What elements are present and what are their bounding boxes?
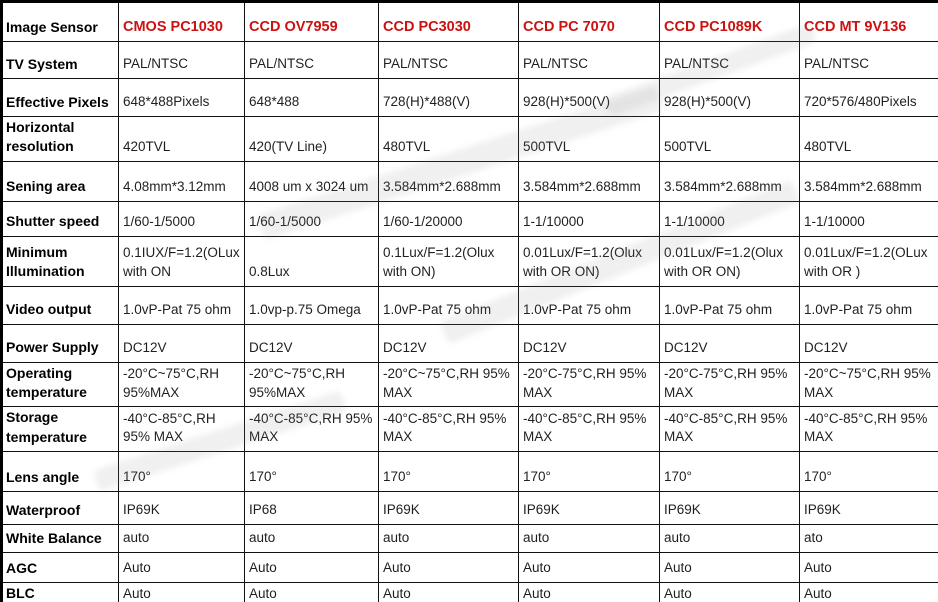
row-label: Horizontal resolution	[2, 117, 119, 162]
spec-cell: DC12V	[379, 324, 519, 362]
spec-cell: -40°C-85°C,RH 95% MAX	[800, 407, 938, 452]
spec-cell: 648*488Pixels	[119, 79, 245, 117]
row-label: Lens angle	[2, 451, 119, 491]
row-label: Sening area	[2, 161, 119, 201]
spec-cell: IP69K	[119, 491, 245, 524]
spec-cell: PAL/NTSC	[379, 42, 519, 79]
table-row	[2, 42, 938, 79]
row-label: Storage temperature	[2, 407, 119, 452]
spec-cell: IP69K	[660, 491, 800, 524]
spec-cell: 170°	[119, 451, 245, 491]
spec-cell: Auto	[245, 582, 379, 602]
spec-cell: PAL/NTSC	[660, 42, 800, 79]
spec-cell: 170°	[519, 451, 660, 491]
spec-cell: Auto	[379, 582, 519, 602]
spec-cell: 3.584mm*2.688mm	[519, 161, 660, 201]
spec-cell: Auto	[800, 582, 938, 602]
spec-cell: 1.0vP-Pat 75 ohm	[660, 286, 800, 324]
spec-cell: auto	[119, 524, 245, 552]
spec-cell: IP69K	[379, 491, 519, 524]
spec-cell: 4008 um x 3024 um	[245, 161, 379, 201]
spec-cell: 1.0vP-Pat 75 ohm	[379, 286, 519, 324]
table-row	[2, 362, 938, 407]
table-row	[2, 582, 938, 602]
spec-cell: Auto	[519, 582, 660, 602]
spec-cell: 480TVL	[379, 117, 519, 162]
spec-cell: auto	[245, 524, 379, 552]
spec-cell: 1.0vP-Pat 75 ohm	[800, 286, 938, 324]
spec-cell: 170°	[800, 451, 938, 491]
table-row	[2, 451, 938, 491]
table-row	[2, 236, 938, 286]
spec-cell: PAL/NTSC	[119, 42, 245, 79]
spec-cell: 500TVL	[660, 117, 800, 162]
spec-cell: 1-1/10000	[660, 201, 800, 236]
spec-cell: 1/60-1/5000	[119, 201, 245, 236]
table-row	[2, 117, 938, 162]
spec-cell: -40°C-85°C,RH 95% MAX	[519, 407, 660, 452]
spec-cell: DC12V	[245, 324, 379, 362]
spec-cell: auto	[660, 524, 800, 552]
row-label: Shutter speed	[2, 201, 119, 236]
spec-cell: 648*488	[245, 79, 379, 117]
spec-cell: PAL/NTSC	[245, 42, 379, 79]
spec-cell: -20°C-75°C,RH 95% MAX	[519, 362, 660, 407]
table-row	[2, 491, 938, 524]
spec-cell: DC12V	[660, 324, 800, 362]
spec-cell: 170°	[245, 451, 379, 491]
row-label: Video output	[2, 286, 119, 324]
spec-cell: Auto	[119, 582, 245, 602]
model-name-cell: CCD PC1089K	[660, 2, 800, 42]
spec-cell: 420(TV Line)	[245, 117, 379, 162]
spec-cell: Auto	[379, 552, 519, 582]
spec-cell: Auto	[660, 552, 800, 582]
row-label: Minimum Illumination	[2, 236, 119, 286]
spec-cell: 1.0vP-Pat 75 ohm	[119, 286, 245, 324]
spec-cell: 0.1Lux/F=1.2(Olux with ON)	[379, 236, 519, 286]
spec-cell: 3.584mm*2.688mm	[379, 161, 519, 201]
spec-cell: PAL/NTSC	[800, 42, 938, 79]
spec-cell: 170°	[660, 451, 800, 491]
spec-cell: Auto	[660, 582, 800, 602]
spec-cell: Auto	[519, 552, 660, 582]
spec-cell: 1.0vP-Pat 75 ohm	[519, 286, 660, 324]
spec-cell: 728(H)*488(V)	[379, 79, 519, 117]
model-name-cell: CCD MT 9V136	[800, 2, 938, 42]
spec-cell: DC12V	[119, 324, 245, 362]
spec-table-body	[2, 2, 938, 602]
spec-cell: Auto	[800, 552, 938, 582]
spec-cell: 1/60-1/20000	[379, 201, 519, 236]
spec-cell: 1-1/10000	[800, 201, 938, 236]
spec-cell: 1.0vp-p.75 Omega	[245, 286, 379, 324]
row-label: Effective Pixels	[2, 79, 119, 117]
spec-cell: auto	[519, 524, 660, 552]
row-label: BLC	[2, 582, 119, 602]
spec-cell: 720*576/480Pixels	[800, 79, 938, 117]
spec-cell: 1/60-1/5000	[245, 201, 379, 236]
spec-cell: -40°C-85°C,RH 95% MAX	[245, 407, 379, 452]
spec-cell: Auto	[245, 552, 379, 582]
model-name-cell: CMOS PC1030	[119, 2, 245, 42]
spec-cell: 0.1IUX/F=1.2(OLux with ON	[119, 236, 245, 286]
spec-cell: DC12V	[800, 324, 938, 362]
table-row	[2, 552, 938, 582]
spec-cell: 500TVL	[519, 117, 660, 162]
spec-cell: IP69K	[800, 491, 938, 524]
spec-cell: ato	[800, 524, 938, 552]
spec-cell: -20°C~75°C,RH 95% MAX	[800, 362, 938, 407]
spec-cell: -20°C~75°C,RH 95% MAX	[379, 362, 519, 407]
spec-cell: DC12V	[519, 324, 660, 362]
spec-cell: 0.01Lux/F=1.2(Olux with OR ON)	[660, 236, 800, 286]
spec-cell: 928(H)*500(V)	[519, 79, 660, 117]
row-label-image-sensor: Image Sensor	[2, 2, 119, 42]
spec-cell: 4.08mm*3.12mm	[119, 161, 245, 201]
spec-cell: Auto	[119, 552, 245, 582]
model-header-row	[2, 2, 938, 42]
spec-cell: 480TVL	[800, 117, 938, 162]
spec-cell: -20°C~75°C,RH 95%MAX	[119, 362, 245, 407]
model-name-cell: CCD OV7959	[245, 2, 379, 42]
row-label: AGC	[2, 552, 119, 582]
model-name-cell: CCD PC 7070	[519, 2, 660, 42]
spec-cell: -40°C-85°C,RH 95% MAX	[660, 407, 800, 452]
spec-cell: -20°C~75°C,RH 95%MAX	[245, 362, 379, 407]
spec-cell: 0.01Lux/F=1.2(Olux with OR ON)	[519, 236, 660, 286]
spec-cell: IP69K	[519, 491, 660, 524]
table-row	[2, 524, 938, 552]
spec-cell: 170°	[379, 451, 519, 491]
row-label: White Balance	[2, 524, 119, 552]
spec-cell: 3.584mm*2.688mm	[800, 161, 938, 201]
spec-cell: PAL/NTSC	[519, 42, 660, 79]
spec-cell: 420TVL	[119, 117, 245, 162]
table-row	[2, 324, 938, 362]
table-row	[2, 201, 938, 236]
row-label: Power Supply	[2, 324, 119, 362]
spec-cell: 1-1/10000	[519, 201, 660, 236]
table-row	[2, 286, 938, 324]
row-label: TV System	[2, 42, 119, 79]
table-row	[2, 161, 938, 201]
spec-cell: auto	[379, 524, 519, 552]
table-row	[2, 79, 938, 117]
spec-cell: -40°C-85°C,RH 95% MAX	[119, 407, 245, 452]
spec-cell: 0.8Lux	[245, 236, 379, 286]
table-row	[2, 407, 938, 452]
row-label: Operating temperature	[2, 362, 119, 407]
spec-cell: 3.584mm*2.688mm	[660, 161, 800, 201]
row-label: Waterproof	[2, 491, 119, 524]
spec-cell: -40°C-85°C,RH 95% MAX	[379, 407, 519, 452]
spec-cell: IP68	[245, 491, 379, 524]
spec-cell: 928(H)*500(V)	[660, 79, 800, 117]
model-name-cell: CCD PC3030	[379, 2, 519, 42]
spec-cell: 0.01Lux/F=1.2(OLux with OR )	[800, 236, 938, 286]
spec-cell: -20°C-75°C,RH 95% MAX	[660, 362, 800, 407]
